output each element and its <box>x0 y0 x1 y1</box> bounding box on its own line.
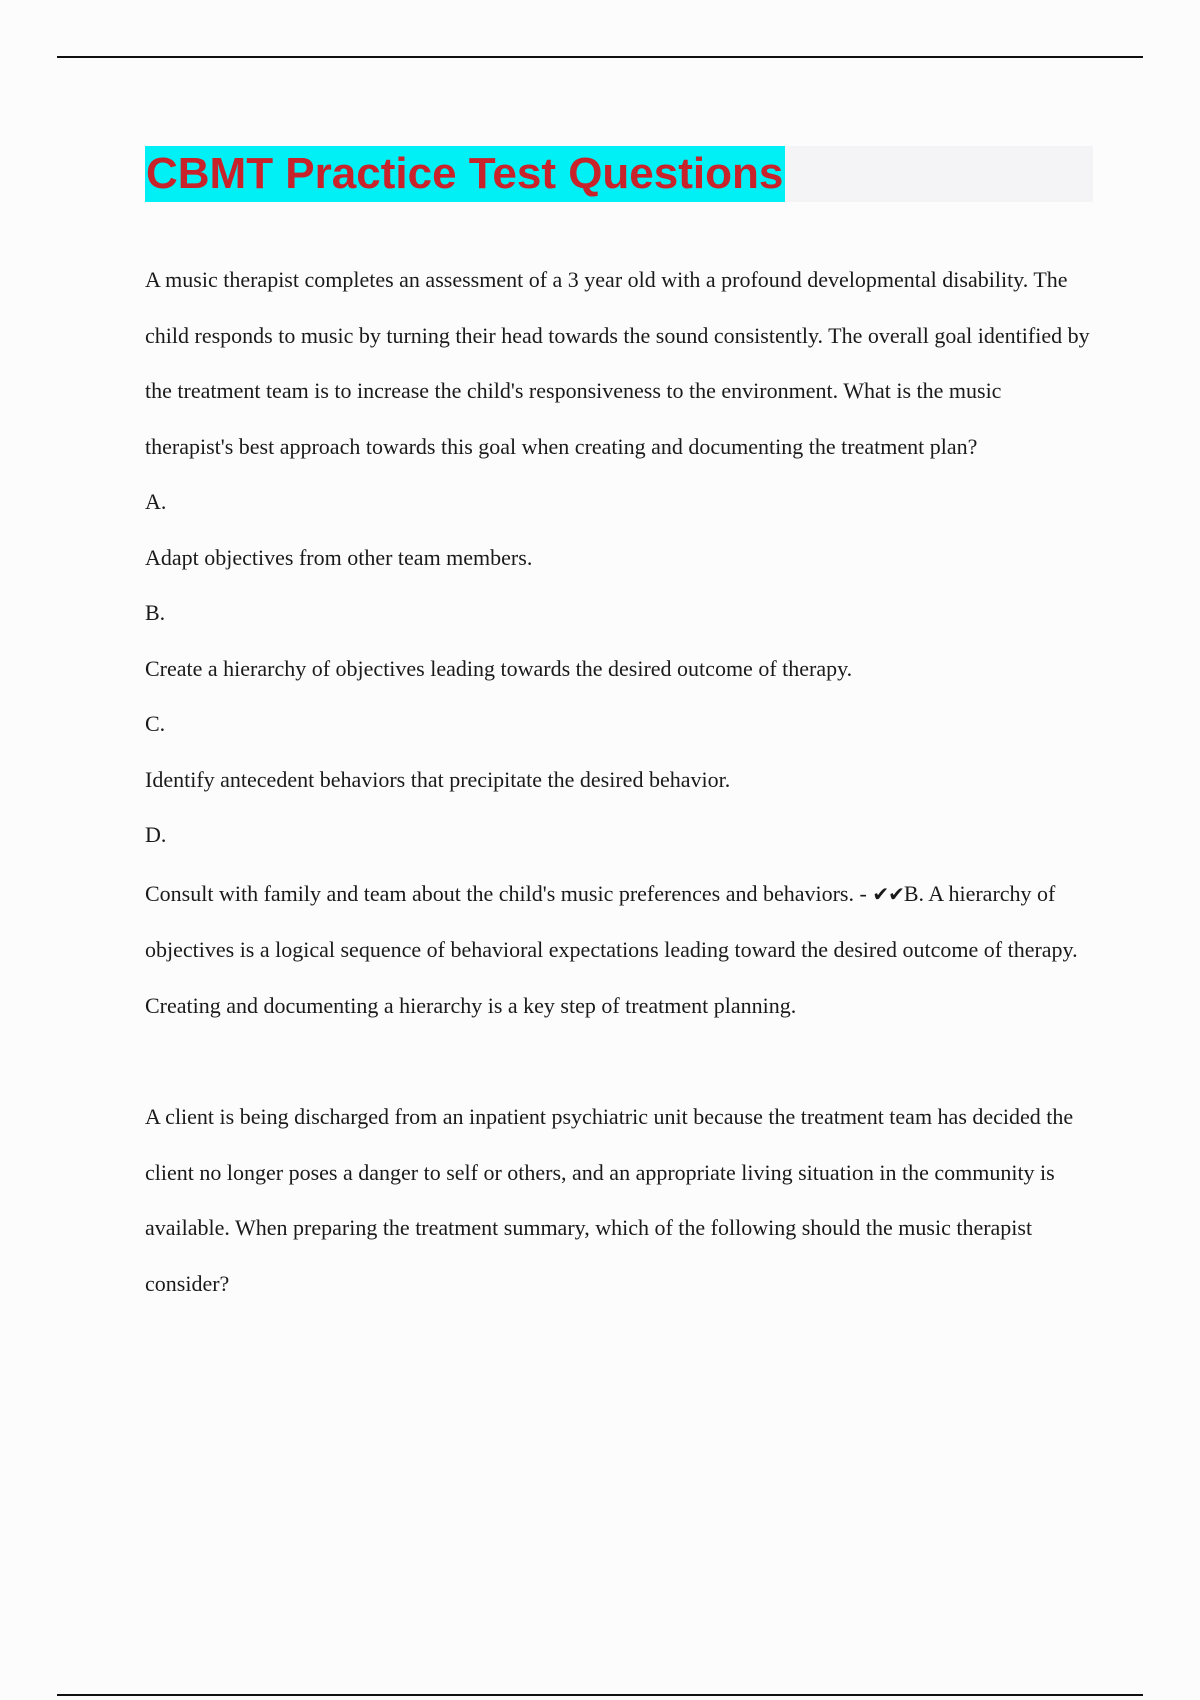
option-b-letter: B. <box>145 600 166 625</box>
check-mark-icon: ✔✔ <box>872 881 904 906</box>
option-d-letter: D. <box>145 822 167 847</box>
option-a-letter: A. <box>145 489 167 514</box>
page-bottom-rule <box>57 1694 1143 1696</box>
page-top-rule <box>57 56 1143 58</box>
answer-explanation: B. A hierarchy of objectives is a logical sequence of behavioral expectations leading toward the desired outcome of therapy. Creating and documenting a hierarchy is a key step of treatment planning. <box>145 880 1078 1018</box>
document-body <box>145 252 1095 1311</box>
page-title: CBMT Practice Test Questions <box>145 146 785 202</box>
question-1-stem: A music therapist completes an assessment of a 3 year old with a profound developmental disability. The child responds to music by turning their head towards the sound consistently. The overall goal identified by the treatment team is to increase the child's responsiveness to the environment. What is the music therapist's best approach towards this goal when creating and documenting the treatment plan? <box>145 267 1090 459</box>
option-b-text: Create a hierarchy of objectives leading towards the desired outcome of therapy. <box>145 655 853 681</box>
option-c-text: Identify antecedent behaviors that precipitate the desired behavior. <box>145 766 731 792</box>
option-d-text: Consult with family and team about the child's music preferences and behaviors. - <box>145 880 873 906</box>
option-a-text: Adapt objectives from other team members. <box>145 544 533 570</box>
question-2-stem: A client is being discharged from an inpatient psychiatric unit because the treatment team has decided the client no longer poses a danger to self or others, and an appropriate living situation in the community is available. When preparing the treatment summary, which of the following should the music therapist consider? <box>145 1104 1074 1296</box>
option-d-and-answer <box>145 866 1095 1034</box>
question-separator <box>145 1033 1095 1089</box>
option-c-letter: C. <box>145 711 166 736</box>
